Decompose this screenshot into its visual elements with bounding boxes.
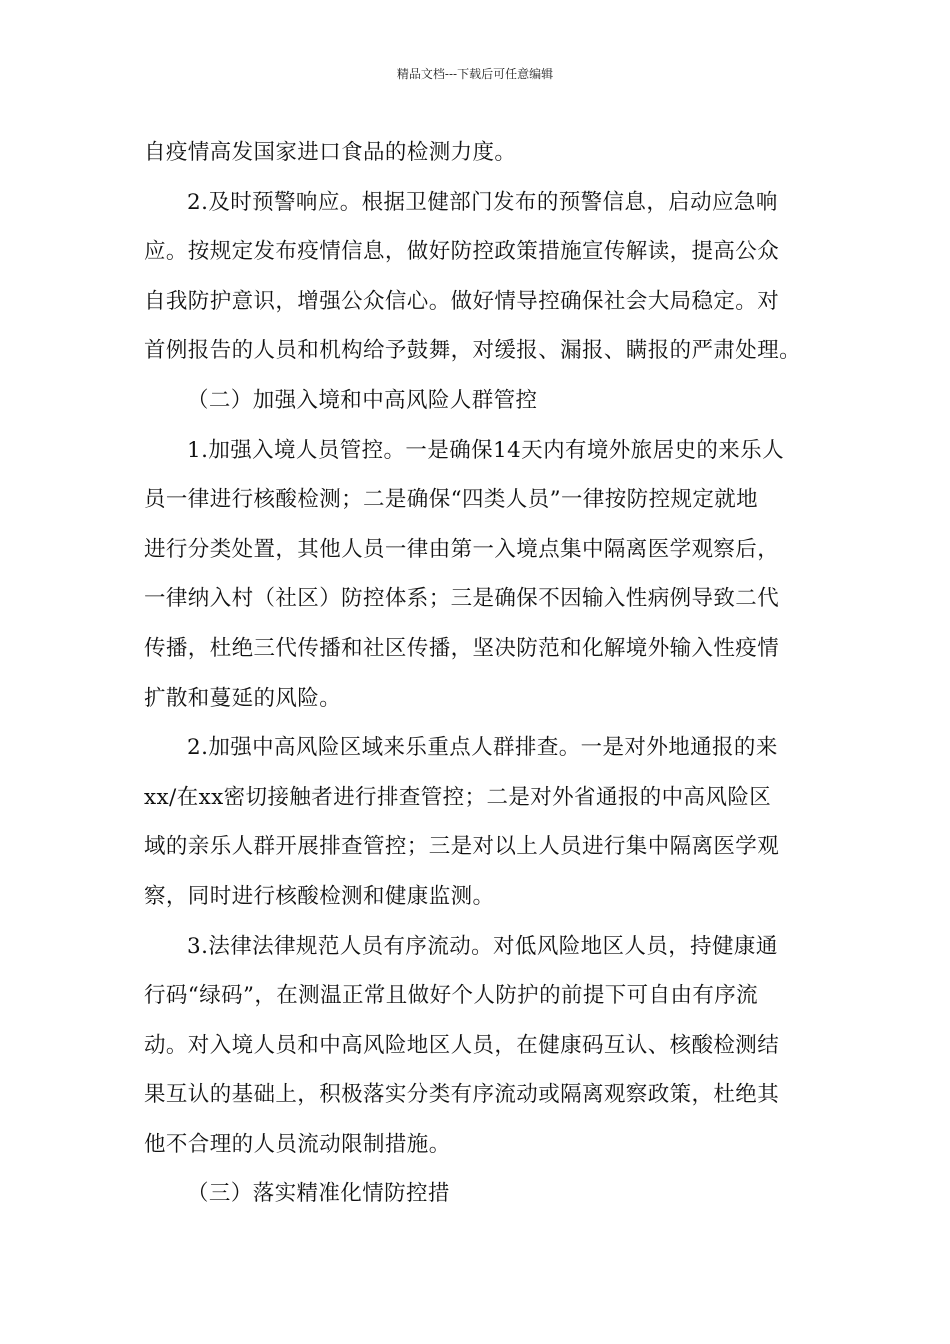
text-line: 进行分类处置，其他人员一律由第一入境点集中隔离医学观察后， <box>144 536 780 562</box>
text-line: 扩散和蔓延的风险。 <box>144 685 342 711</box>
text-line: 员一律进行核酸检测；二是确保“四类人员”一律按防控规定就地 <box>144 487 759 513</box>
paragraph-start-line: 3.法律法律规范人员有序流动。对低风险地区人员，持健康通 <box>187 933 778 959</box>
text-line: 一律纳入村（社区）防控体系；三是确保不因输入性病例导致二代 <box>144 586 780 612</box>
text-line: 他不合理的人员流动限制措施。 <box>144 1131 451 1157</box>
page-header: 精品文档---下载后可任意编辑 <box>396 67 554 81</box>
text-line: 动。对入境人员和中高风险地区人员，在健康码互认、核酸检测结 <box>144 1032 780 1058</box>
section-heading: （二）加强入境和中高风险人群管控 <box>187 387 538 413</box>
document-body <box>144 128 810 1219</box>
text-line: 果互认的基础上，积极落实分类有序流动或隔离观察政策，杜绝其 <box>144 1082 780 1108</box>
text-line: 行码“绿码”，在测温正常且做好个人防护的前提下可自由有序流 <box>144 983 759 1009</box>
text-line: 传播，杜绝三代传播和社区传播，坚决防范和化解境外输入性疫情 <box>144 635 780 661</box>
text-line: xx/在xx密切接触者进行排查管控；二是对外省通报的中高风险区 <box>144 784 772 810</box>
text-line: 自我防护意识，增强公众信心。做好情导控确保社会大局稳定。对 <box>144 288 780 314</box>
text-line: 首例报告的人员和机构给予鼓舞，对缓报、漏报、瞒报的严肃处理。 <box>144 338 802 364</box>
paragraph-start-line: 1.加强入境人员管控。一是确保14天内有境外旅居史的来乐人 <box>187 437 784 463</box>
section-heading: （三）落实精准化情防控措 <box>187 1181 450 1207</box>
text-line: 域的亲乐人群开展排查管控；三是对以上人员进行集中隔离医学观 <box>144 834 780 860</box>
text-line: 应。按规定发布疫情信息，做好防控政策措施宣传解读，提高公众 <box>144 239 780 265</box>
text-line: 察，同时进行核酸检测和健康监测。 <box>144 883 495 909</box>
paragraph-start-line: 2.及时预警响应。根据卫健部门发布的预警信息，启动应急响 <box>187 189 778 215</box>
paragraph-start-line: 2.加强中高风险区域来乐重点人群排查。一是对外地通报的来 <box>187 735 778 761</box>
text-line: 自疫情高发国家进口食品的检测力度。 <box>144 140 517 165</box>
